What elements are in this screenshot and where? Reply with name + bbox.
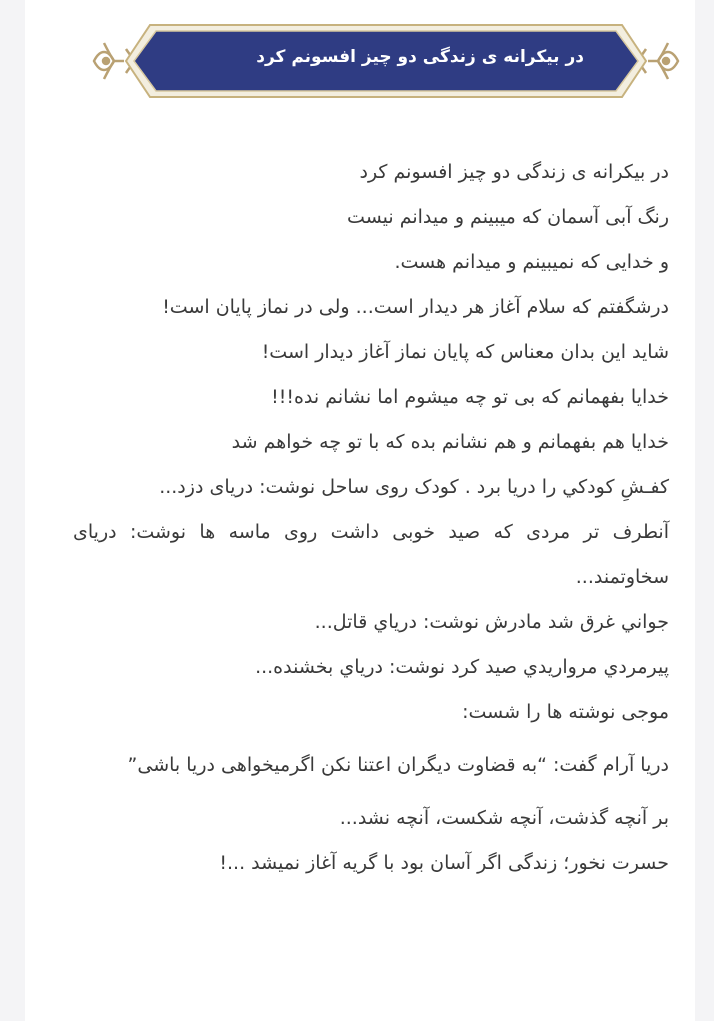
text-line: آنطرف تر مردی که صید خوبی داشت روی ماسه ها نوشت: دریای سخاوتمند...: [73, 521, 669, 588]
poem-content: [73, 150, 669, 886]
text-line: موجی نوشته ها را شست:: [462, 701, 669, 723]
text-line: پيرمردي مرواريدي صيد کرد نوشت: درياي بخشنده...: [255, 656, 669, 678]
text-line: خدایا هم بفهمانم و هم نشانم بده که با تو چه خواهم شد: [231, 431, 669, 453]
text-line: درشگفتم که سلام آغاز هر دیدار است... ولی در نماز پایان است!: [162, 296, 669, 318]
text-line: بر آنچه گذشت، آنچه شکست، آنچه نشد...: [339, 807, 669, 829]
page-title: در بیکرانه ی زندگی دو چیز افسونم کرد: [256, 47, 584, 67]
text-line: شاید این بدان معناس که پایان نماز آغاز دیدار است!: [261, 341, 669, 363]
text-line: جواني غرق شد مادرش نوشت: درياي قاتل...: [314, 611, 669, 633]
article-page: [25, 0, 695, 1021]
text-line: در بیکرانه ی زندگی دو چیز افسونم کرد: [359, 161, 669, 183]
text-line: رنگ آبی آسمان که میبینم و میدانم نیست: [347, 206, 669, 228]
text-line: دریا آرام گفت: “به قضاوت دیگران اعتنا نکن اگرمیخواهی دریا باشی”: [127, 754, 669, 776]
text-line: خدایا بفهمانم که بی تو چه میشوم اما نشانم نده!!!: [271, 386, 669, 408]
title-banner: [90, 21, 682, 101]
text-line: کفـشِ کودکي را دريا برد . کودک روی ساحل نوشت: دریای دزد...: [159, 476, 669, 498]
text-line: و خدایی که نمیبینم و میدانم هست.: [394, 251, 669, 273]
text-line: حسرت نخور؛ زندگی اگر آسان بود با گریه آغاز نمیشد ...!: [219, 852, 669, 874]
